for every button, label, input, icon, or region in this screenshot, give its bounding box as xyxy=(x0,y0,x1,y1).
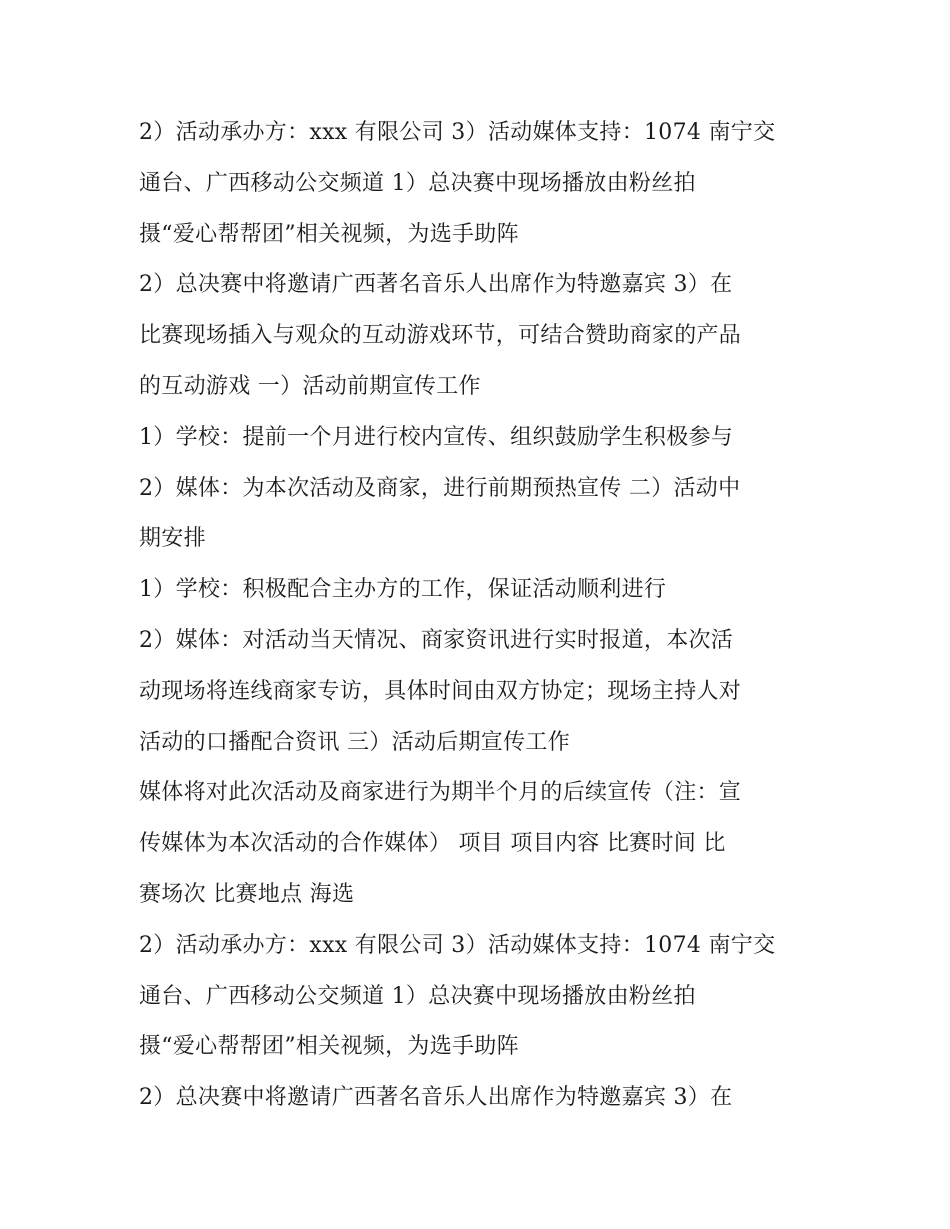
text-line: 1）学校：提前一个月进行校内宣传、组织鼓励学生积极参与 xyxy=(139,424,734,450)
text-line: 2）活动承办方：xxx 有限公司 3）活动媒体支持：1074 南宁交 xyxy=(139,932,776,958)
text-line: 的互动游戏 一）活动前期宣传工作 xyxy=(139,373,481,399)
text-line: 1）学校：积极配合主办方的工作，保证活动顺利进行 xyxy=(139,577,667,603)
text-line: 传媒体为本次活动的合作媒体） 项目 项目内容 比赛时间 比 xyxy=(139,831,726,857)
text-line: 比赛现场插入与观众的互动游戏环节，可结合赞助商家的产品 xyxy=(139,323,742,349)
text-line: 媒体将对此次活动及商家进行为期半个月的后续宣传（注：宣 xyxy=(139,780,742,806)
text-line: 2）媒体：对活动当天情况、商家资讯进行实时报道，本次活 xyxy=(139,627,734,653)
text-line: 通台、广西移动公交频道 1）总决赛中现场播放由粉丝拍 xyxy=(139,170,696,196)
text-line: 2）总决赛中将邀请广西著名音乐人出席作为特邀嘉宾 3）在 xyxy=(139,272,733,298)
text-line: 2）活动承办方：xxx 有限公司 3）活动媒体支持：1074 南宁交 xyxy=(139,120,776,145)
text-line: 摄“爱心帮帮团”相关视频，为选手助阵 xyxy=(139,1034,519,1060)
text-line: 期安排 xyxy=(139,526,206,552)
text-line: 动现场将连线商家专访，具体时间由双方协定；现场主持人对 xyxy=(139,678,742,704)
text-line: 活动的口播配合资讯 三）活动后期宣传工作 xyxy=(139,729,570,755)
text-line: 通台、广西移动公交频道 1）总决赛中现场播放由粉丝拍 xyxy=(139,983,696,1009)
text-line: 2）总决赛中将邀请广西著名音乐人出席作为特邀嘉宾 3）在 xyxy=(139,1085,733,1111)
document-body xyxy=(139,108,819,1124)
text-line: 2）媒体：为本次活动及商家，进行前期预热宣传 二）活动中 xyxy=(139,475,741,501)
text-line: 赛场次 比赛地点 海选 xyxy=(139,881,355,907)
text-line: 摄“爱心帮帮团”相关视频，为选手助阵 xyxy=(139,221,519,247)
